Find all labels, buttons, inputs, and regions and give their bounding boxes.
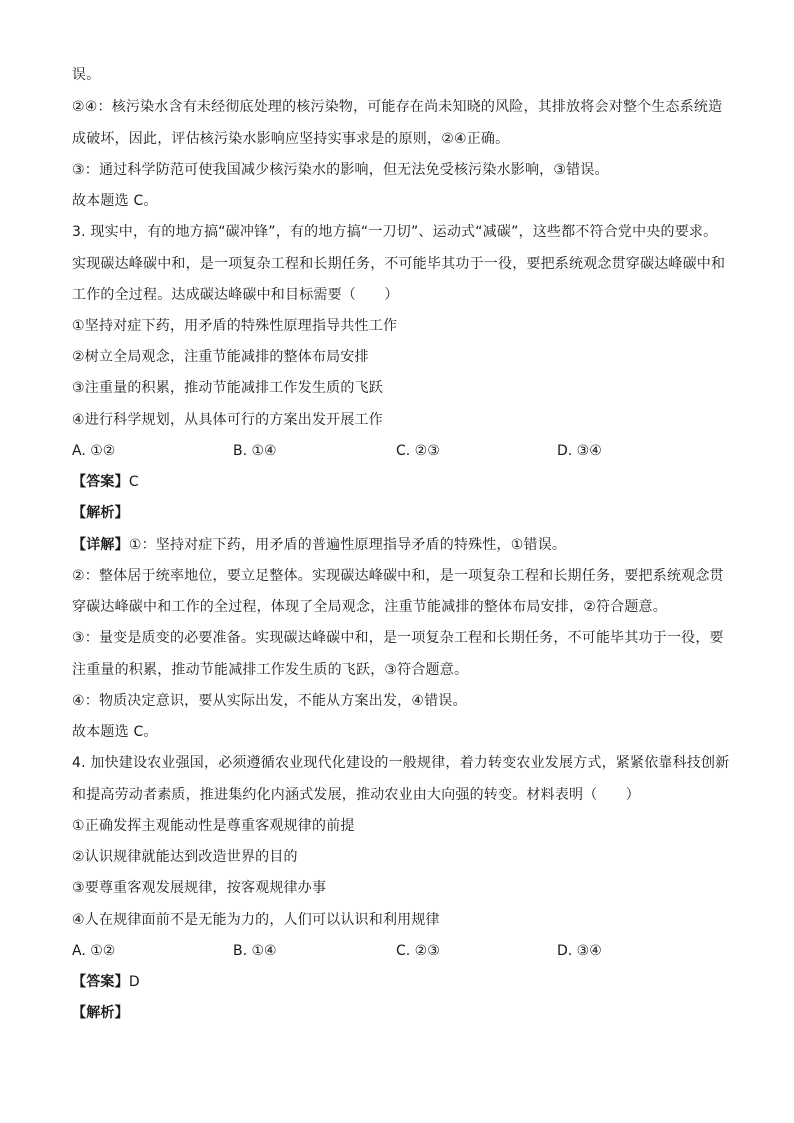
question-4-statement: ①正确发挥主观能动性是尊重客观规律的前提: [72, 818, 355, 834]
text-line: ②：整体居于统率地位，要立足整体。实现碳达峰碳中和，是一项复杂工程和长期任务，要把系统观念贯: [72, 568, 724, 584]
question-4-answer: [72, 972, 140, 992]
question-4-statement: ②认识规律就能达到改造世界的目的: [72, 849, 298, 865]
question-3-option-d: D. ③④: [557, 443, 602, 459]
question-4-statement: ③要尊重客观发展规律，按客观规律办事: [72, 880, 327, 896]
answer-label: 【答案】: [72, 974, 129, 990]
question-4-option-a: A. ①②: [72, 943, 116, 959]
question-4-stem: 4. 加快建设农业强国，必须遵循农业现代化建设的一般规律，着力转变农业发展方式，紧紧依靠科技创新: [72, 755, 730, 771]
question-4-stem: 和提高劳动者素质，推进集约化内涵式发展，推动农业由大向强的转变。材料表明（ ）: [72, 787, 640, 803]
question-3-option-b: B. ①④: [233, 443, 277, 459]
question-3-stem: 实现碳达峰碳中和，是一项复杂工程和长期任务，不可能毕其功于一役，要把系统观念贯穿碳达峰碳中和: [72, 256, 726, 272]
question-4-option-b: B. ①④: [233, 943, 277, 959]
question-3-option-c: C. ②③: [396, 443, 440, 459]
question-3-statement: ②树立全局观念，注重节能减排的整体布局安排: [72, 349, 369, 365]
text-line: ③：通过科学防范可使我国减少核污染水的影响，但无法免受核污染水影响，③错误。: [72, 162, 609, 178]
question-3-answer: [72, 472, 139, 492]
question-4-analysis-label: 【解析】: [72, 1005, 129, 1021]
text-line: 注重量的积累，推动节能减排工作发生质的飞跃，③符合题意。: [72, 662, 469, 678]
answer-value: C: [128, 474, 139, 490]
question-4-statement: ④人在规律面前不是无能为力的，人们可以认识和利用规律: [72, 912, 440, 928]
question-4-option-d: D. ③④: [557, 943, 602, 959]
text-line: 故本题选 C。: [72, 193, 158, 209]
explanation-text: ①：坚持对症下药，用矛盾的普遍性原理指导矛盾的特殊性，①错误。: [128, 537, 567, 553]
question-3-explanation: [72, 535, 566, 555]
answer-value: D: [128, 974, 140, 990]
explanation-label: 【详解】: [72, 537, 129, 553]
question-3-stem: 工作的全过程。达成碳达峰碳中和目标需要（ ）: [72, 287, 399, 303]
text-line: ④：物质决定意识，要从实际出发，不能从方案出发，④错误。: [72, 693, 467, 709]
question-3-stem: 3. 现实中，有的地方搞“碳冲锋”，有的地方搞“一刀切”、运动式“减碳”，这些都不符合党中央的要求。: [72, 224, 718, 240]
text-line: 成破坏，因此，评估核污染水影响应坚持实事求是的原则，②④正确。: [72, 131, 510, 147]
text-line: 穿碳达峰碳中和工作的全过程，体现了全局观念，注重节能减排的整体布局安排，②符合题意。: [72, 599, 667, 615]
text-line: 误。: [72, 67, 101, 83]
question-3-statement: ④进行科学规划，从具体可行的方案出发开展工作: [72, 412, 383, 428]
text-line: 故本题选 C。: [72, 724, 158, 740]
text-line: ③：量变是质变的必要准备。实现碳达峰碳中和，是一项复杂工程和长期任务，不可能毕其功于一役，要: [72, 630, 724, 646]
answer-label: 【答案】: [72, 474, 129, 490]
question-3-option-a: A. ①②: [72, 443, 116, 459]
question-3-statement: ①坚持对症下药，用矛盾的特殊性原理指导共性工作: [72, 318, 398, 334]
question-3-analysis-label: 【解析】: [72, 505, 129, 521]
question-4-option-c: C. ②③: [396, 943, 440, 959]
question-3-statement: ③注重量的积累，推动节能减排工作发生质的飞跃: [72, 380, 383, 396]
text-line: ②④：核污染水含有未经彻底处理的核污染物，可能存在尚未知晓的风险，其排放将会对整个生态系统造: [72, 99, 723, 115]
